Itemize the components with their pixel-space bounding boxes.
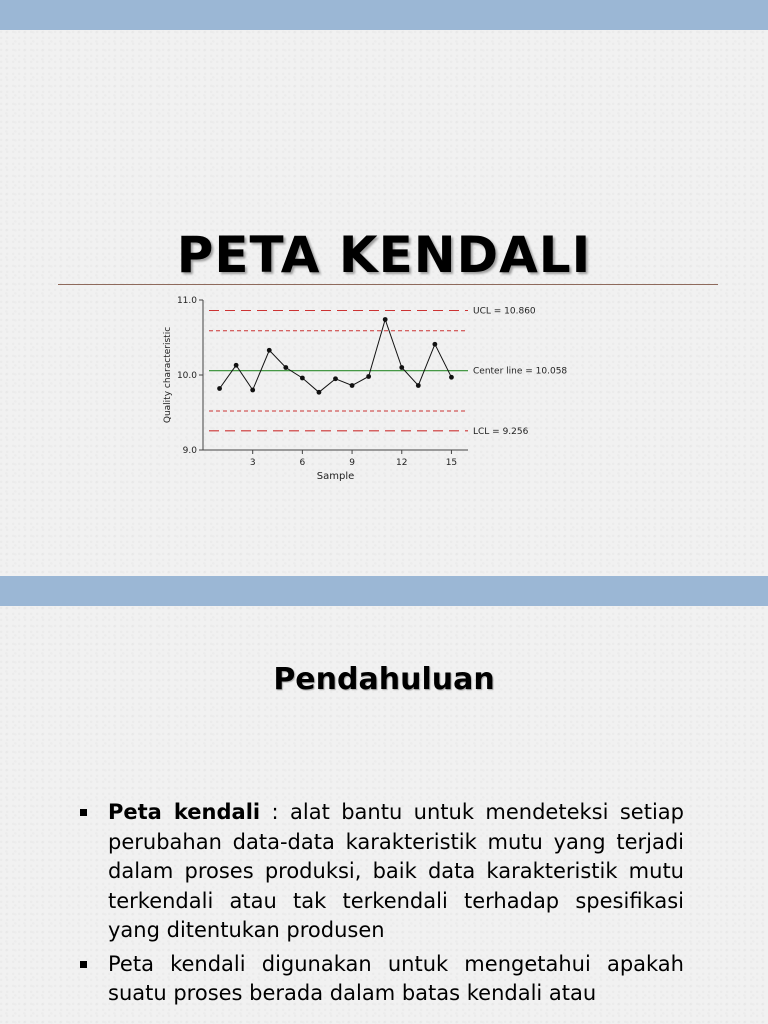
bullet-square-icon — [80, 961, 87, 968]
x-tick-label: 12 — [396, 458, 408, 468]
slide-2 — [0, 606, 768, 1024]
y-tick-label: 9.0 — [182, 446, 197, 456]
data-point — [399, 365, 404, 370]
x-tick-label: 9 — [349, 458, 355, 468]
data-point — [449, 375, 454, 380]
slide-1-title: PETA KENDALI — [176, 226, 592, 284]
title-divider — [58, 284, 718, 285]
x-tick-label: 15 — [445, 458, 458, 468]
bullet-text: : alat bantu untuk mendeteksi setiap perubahan data-data karakteristik mutu yang terjadi dalam proses produksi, baik data karakteristik mutu terkendali atau tak terkendali terhadap spesifikasi yang ditentukan produsen — [108, 800, 684, 942]
slide-2-title: Pendahuluan — [273, 662, 495, 697]
data-point — [366, 374, 371, 379]
data-point — [432, 342, 437, 347]
data-point — [317, 390, 322, 395]
bullet-text: Peta kendali digunakan untuk mengetahui apakah suatu proses berada dalam batas kendali atau — [108, 951, 684, 1005]
data-point — [234, 363, 239, 368]
data-point — [267, 348, 272, 353]
control-chart-svg — [150, 292, 620, 522]
data-point — [383, 317, 388, 322]
slide-separator-band — [0, 576, 768, 606]
limit-line-label: LCL = 9.256 — [473, 426, 529, 437]
data-point — [333, 376, 338, 381]
x-axis-label: Sample — [316, 471, 355, 482]
slide-1 — [0, 30, 768, 576]
data-point — [250, 388, 255, 393]
data-point — [300, 376, 305, 381]
data-point — [416, 383, 421, 388]
bullet-item — [78, 798, 684, 946]
y-axis-label: Quality characteristic — [163, 326, 173, 424]
limit-line-label: Center line = 10.058 — [473, 366, 568, 377]
data-point — [217, 386, 222, 391]
bullet-item — [78, 950, 684, 1009]
x-tick-label: 6 — [299, 458, 306, 468]
data-point — [350, 383, 355, 388]
control-chart — [150, 292, 620, 522]
y-tick-label: 10.0 — [176, 371, 197, 381]
bullet-term: Peta kendali — [108, 800, 261, 824]
limit-line-label: UCL = 10.860 — [473, 306, 536, 317]
x-tick-label: 3 — [249, 458, 256, 468]
bullet-square-icon — [80, 809, 87, 816]
bullet-list — [78, 798, 684, 1013]
top-band — [0, 0, 768, 30]
data-point — [283, 365, 288, 370]
y-tick-label: 11.0 — [176, 296, 197, 306]
